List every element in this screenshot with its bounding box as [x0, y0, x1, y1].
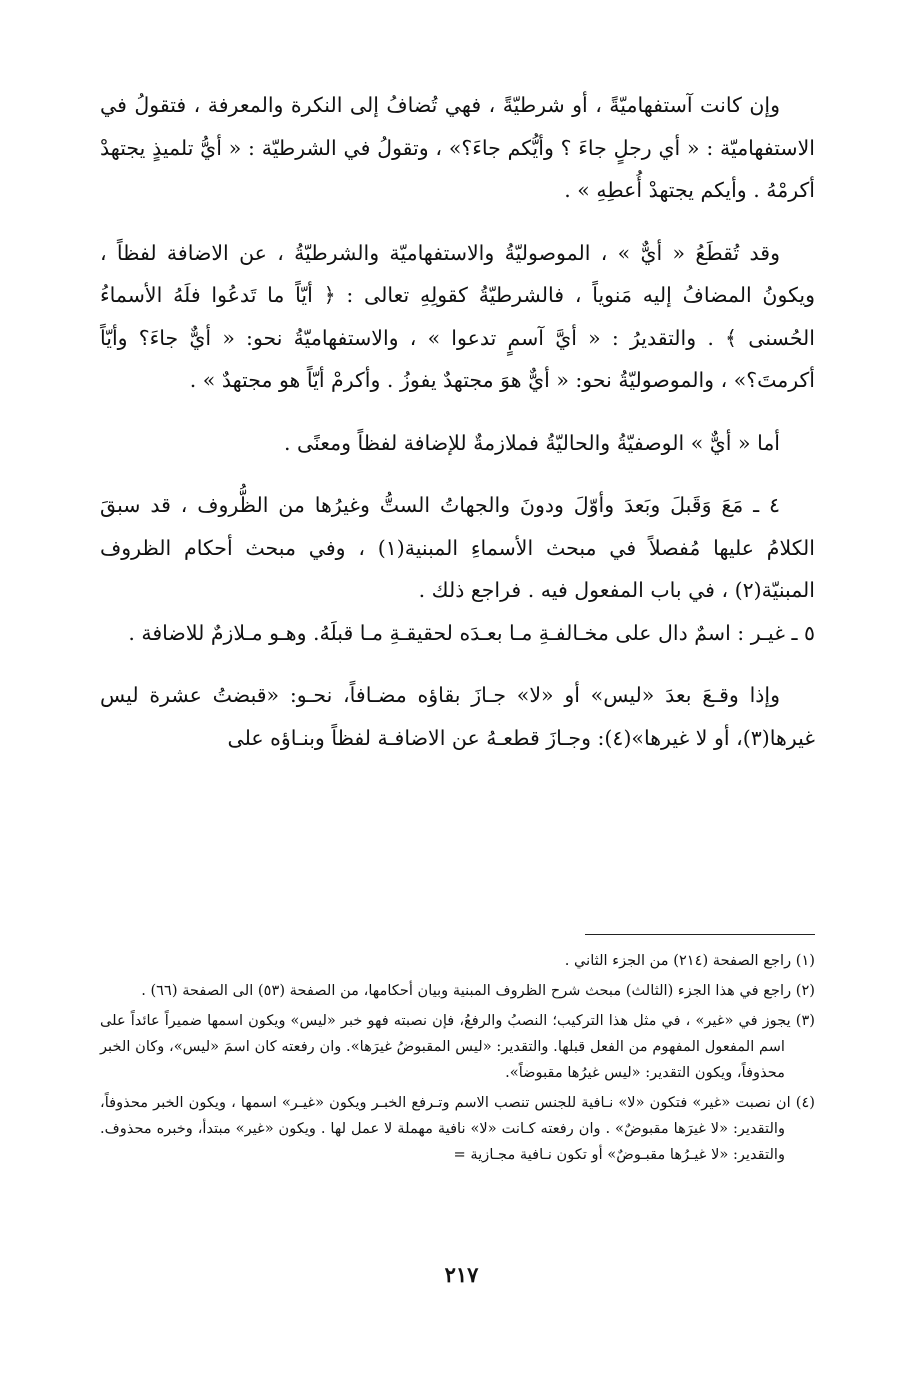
paragraph: وقد تُقطَعُ « أيٌّ » ، الموصوليّةُ والاستفهاميّة والشرطيّةُ ، عن الاضافة لفظاً ، ويكونُ المضافُ إليه مَنوياً ، فالشرطيّةُ كقولِهِ تعالى : ﴿ أيّاً ما تَدعُوا فلَهُ الأسماءُ الحُسنى ﴾ . والتقديرُ : « أيَّ آسمٍ تدعوا » ، والاستفهاميّةُ نحو: « أيٌّ جاءَ؟ وأيّاً أكرمتَ؟» ، والموصوليّةُ نحو: « أيٌّ هوَ مجتهدٌ يفوزُ . وأكرمْ أيّاً هو مجتهدٌ » . — [100, 240, 815, 392]
paragraph: ٥ ـ غيـر : اسمٌ دال على مخـالفـةِ مـا بعـدَه لحقيقـةِ مـا قبلَهُ. وهـو مـلازمٌ للاضافة . — [128, 620, 815, 645]
footnotes — [100, 948, 815, 1168]
paragraph: وإذا وقـعَ بعدَ «ليس» أو «لا» جـازَ بقاؤه مضـافاً، نحـو: «قبضتُ عشرة ليس غيرها(٣)، أو لا غيرها»(٤): وجـازَ قطعـهُ عن الاضافـة لفظاً وبنـاؤه على — [100, 683, 815, 750]
paragraph: ٤ ـ مَعَ وَقَبلَ وبَعدَ وأوّلَ ودونَ والجهاتُ الستُّ وغيرُها من الظُّروف ، قد سبقَ الكلامُ عليها مُفصلاً في مبحث الأسماءِ المبنية(١) ، وفي مبحث أحكام الظروف المبنيّة(٢) ، في باب المفعول فيه . فراجع ذلك . — [100, 493, 815, 602]
footnote: (٢) راجع في هذا الجزء (الثالث) مبحث شرح الظروف المبنية وبيان أحكامها، من الصفحة (٥٣) الى الصفحة (٦٦) . — [141, 982, 815, 999]
paragraph: وإن كانت آستفهاميّةً ، أو شرطيّةً ، فهي تُضافُ إلى النكرة والمعرفة ، فتقولُ في الاستفهاميّة : « أي رجلٍ جاءَ ؟ وأيُّكم جاءَ؟» ، وتقولُ في الشرطيّة : « أيُّ تلميذٍ يجتهدْ أكرمْهُ . وأيكم يجتهدْ أُعطِهِ » . — [100, 93, 815, 202]
footnote: (١) راجع الصفحة (٢١٤) من الجزء الثاني . — [564, 952, 815, 969]
footnote-divider — [585, 934, 815, 935]
footnote: (٣) يجوز في «غير» ، في مثل هذا التركيب؛ النصبُ والرفعُ، فإن نصبته فهو خبر «ليس» ويكون اسمها ضميراً عائداً على اسم المفعول المفهوم من الفعل قبلها. والتقدير: «ليس المقبوضُ غيرَها». وان رفعته كان اسمَ «ليس»، وكان الخبر محذوفاً، ويكون التقدير: «ليس غيرُها مقبوضاً». — [100, 1012, 815, 1081]
paragraph: أما « أيٌّ » الوصفيّةُ والحاليّةُ فملازمةٌ للإضافة لفظاً ومعنًى . — [283, 430, 780, 455]
footnote: (٤) ان نصبت «غير» فتكون «لا» نـافية للجنس تنصب الاسم وتـرفع الخبـر ويكون «غيـر» اسمها ، ويكون الخبر محذوفاً، والتقدير: «لا غيرَها مقبوضٌ» . وان رفعته كـانت «لا» نافية مهملة لا عمل لها . ويكون «غير» مبتدأ، وخبره محذوف. والتقدير: «لا غيـرُها مقبـوضٌ» أو تكون نـافية مجـازية = — [100, 1094, 815, 1163]
main-text — [100, 84, 815, 759]
page-number: ٢١٧ — [444, 1262, 479, 1287]
